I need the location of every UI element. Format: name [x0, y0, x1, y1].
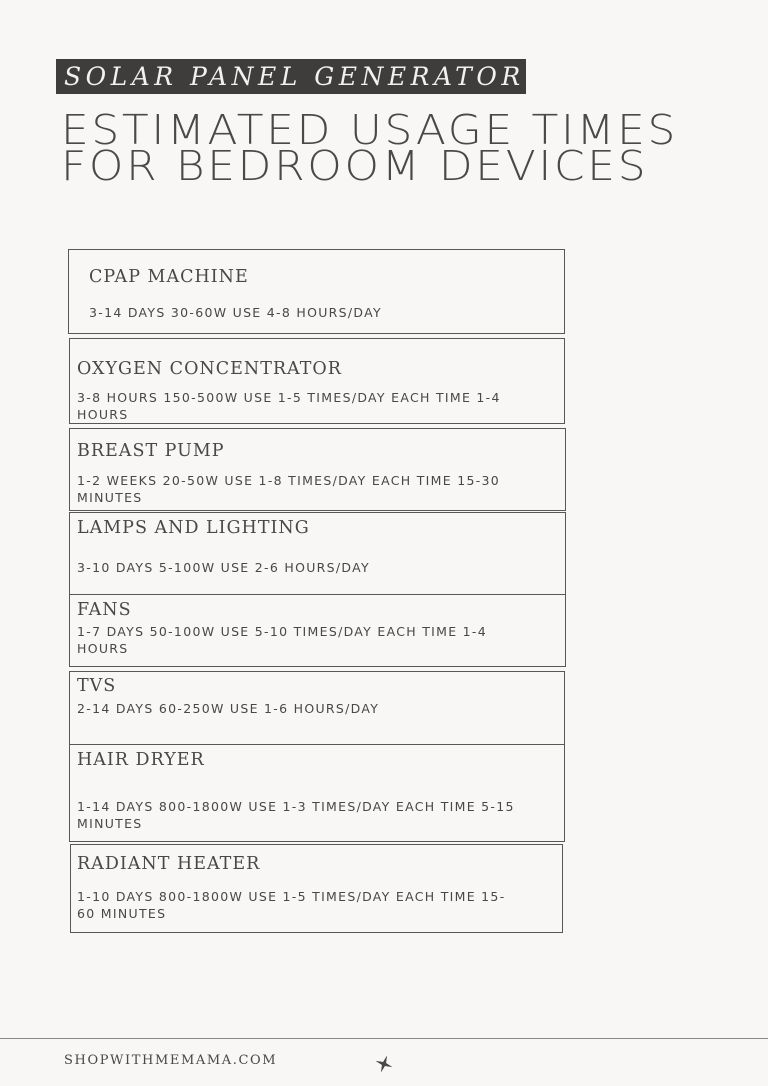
device-name: RADIANT HEATER: [77, 854, 261, 874]
device-card-oxygen-concentrator: [69, 338, 565, 424]
device-description: 1-7 DAYS 50-100W USE 5-10 TIMES/DAY EACH TIME 1-4 HOURS: [77, 624, 487, 656]
page-title-line-1: ESTIMATED USAGE TIMES: [61, 106, 679, 154]
device-name: TVS: [77, 676, 117, 696]
device-description: 1-2 WEEKS 20-50W USE 1-8 TIMES/DAY EACH TIME 15-30 MINUTES: [77, 473, 501, 505]
device-card-hair-dryer: [69, 744, 565, 842]
sparkle-star-icon: [375, 1055, 393, 1073]
device-card-tvs: [69, 671, 565, 745]
device-name: BREAST PUMP: [77, 441, 225, 461]
device-card-lamps-lighting: [69, 512, 566, 595]
device-card-cpap: [68, 249, 565, 334]
device-name: LAMPS AND LIGHTING: [77, 518, 310, 538]
device-description: 1-14 DAYS 800-1800W USE 1-3 TIMES/DAY EACH TIME 5-15 MINUTES: [77, 799, 515, 831]
device-card-fans: [69, 594, 566, 667]
device-description: 1-10 DAYS 800-1800W USE 1-5 TIMES/DAY EACH TIME 15-60 MINUTES: [77, 889, 506, 921]
device-card-radiant-heater: [70, 844, 563, 933]
page-title: [61, 106, 746, 190]
device-description: 3-14 DAYS 30-60W USE 4-8 HOURS/DAY: [89, 305, 382, 320]
device-card-breast-pump: [69, 428, 566, 511]
footer-divider: [0, 1038, 768, 1039]
device-name: HAIR DRYER: [77, 750, 205, 770]
banner-heading: SOLAR PANEL GENERATOR: [56, 59, 526, 94]
device-name: FANS: [77, 600, 132, 620]
device-description: 3-8 HOURS 150-500W USE 1-5 TIMES/DAY EACH TIME 1-4 HOURS: [77, 390, 501, 422]
device-name: OXYGEN CONCENTRATOR: [77, 359, 342, 379]
device-description: 2-14 DAYS 60-250W USE 1-6 HOURS/DAY: [77, 701, 380, 716]
device-name: CPAP MACHINE: [89, 267, 249, 287]
footer-site-link[interactable]: SHOPWITHMEMAMA.COM: [64, 1053, 278, 1068]
device-description: 3-10 DAYS 5-100W USE 2-6 HOURS/DAY: [77, 560, 370, 575]
page-title-line-2: FOR BEDROOM DEVICES: [61, 142, 649, 190]
